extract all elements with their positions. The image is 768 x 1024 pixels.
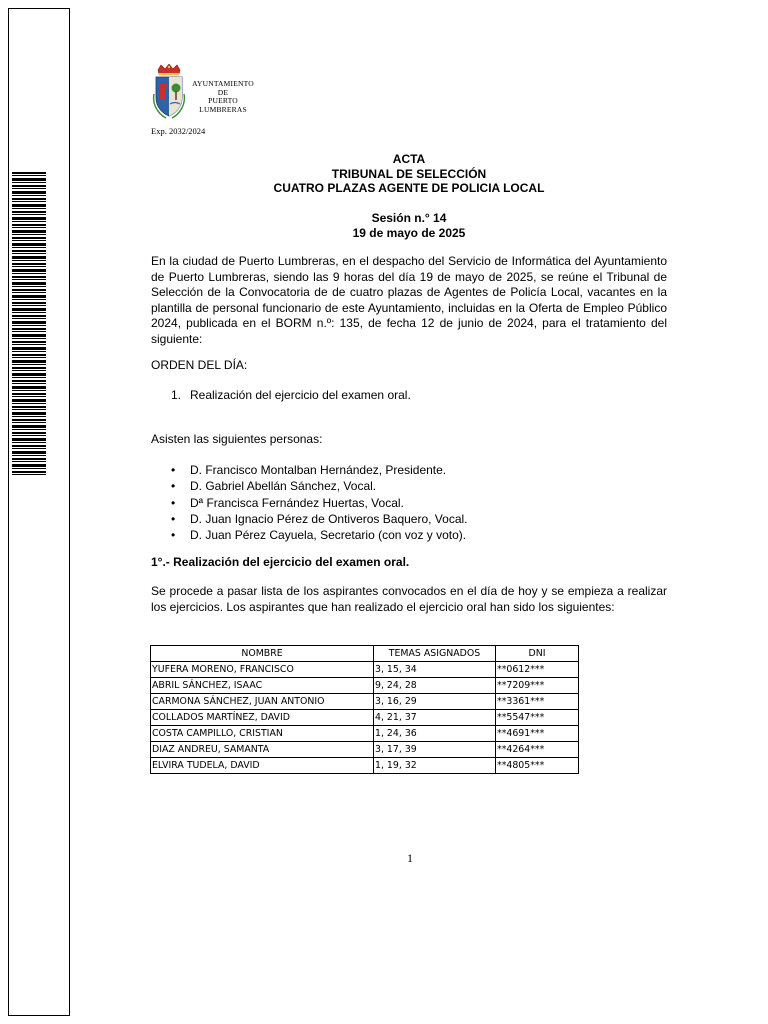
candidate-name: COLLADOS MARTÍNEZ, DAVID: [151, 710, 374, 726]
candidate-dni: **4691***: [496, 726, 579, 742]
candidate-topics: 1, 19, 32: [374, 758, 496, 774]
column-header-name: NOMBRE: [151, 646, 374, 662]
heading-subject: CUATRO PLAZAS AGENTE DE POLICIA LOCAL: [273, 181, 545, 195]
table-row: [151, 726, 579, 742]
coat-of-arms-icon: [152, 64, 186, 120]
candidate-topics: 3, 15, 34: [374, 662, 496, 678]
candidate-topics: 3, 16, 29: [374, 694, 496, 710]
candidate-name: DIAZ ANDREU, SAMANTA: [151, 742, 374, 758]
candidate-topics: 3, 17, 39: [374, 742, 496, 758]
table-row: [151, 694, 579, 710]
table-row: [151, 758, 579, 774]
session-number: Sesión n.° 14: [371, 211, 447, 225]
candidate-dni: **5547***: [496, 710, 579, 726]
candidate-name: COSTA CAMPILLO, CRISTIAN: [151, 726, 374, 742]
column-header-topics: TEMAS ASIGNADOS: [374, 646, 496, 662]
candidate-topics: 9, 24, 28: [374, 678, 496, 694]
file-reference: Exp. 2032/2024: [151, 126, 206, 136]
agenda-item: [171, 388, 411, 402]
column-header-dni: DNI: [496, 646, 579, 662]
table-row: [151, 662, 579, 678]
candidates-table: [150, 645, 579, 774]
section-paragraph: Se procede a pasar lista de los aspirantes convocados en el día de hoy y se empieza a realizar los ejercicios. Los aspirantes que han realizado el ejercicio oral han sido los siguientes:: [151, 584, 667, 614]
heading-title: ACTA: [392, 152, 426, 166]
candidate-dni: **0612***: [496, 662, 579, 678]
table-header-row: [151, 646, 579, 662]
table-row: [151, 710, 579, 726]
side-margin-strip: [8, 8, 70, 1016]
heading-subtitle: TRIBUNAL DE SELECCIÓN: [331, 166, 487, 181]
attendee-item: • D. Francisco Montalban Hernández, Presidente.: [171, 462, 468, 478]
attendees-list: [171, 462, 468, 543]
attendee-item: • D. Gabriel Abellán Sánchez, Vocal.: [171, 478, 468, 494]
table-row: [151, 678, 579, 694]
candidate-topics: 4, 21, 37: [374, 710, 496, 726]
candidate-topics: 1, 24, 36: [374, 726, 496, 742]
candidate-name: CARMONA SÁNCHEZ, JUAN ANTONIO: [151, 694, 374, 710]
agenda-title: ORDEN DEL DÍA:: [151, 358, 248, 372]
candidate-name: YUFERA MORENO, FRANCISCO: [151, 662, 374, 678]
attendees-intro: Asisten las siguientes personas:: [151, 432, 323, 446]
session-info: [151, 211, 667, 241]
barcode: [12, 172, 46, 476]
candidate-name: ABRIL SÁNCHEZ, ISAAC: [151, 678, 374, 694]
candidate-dni: **4805***: [496, 758, 579, 774]
agenda-item-number: 1.: [171, 388, 182, 402]
attendee-item: • D. Juan Ignacio Pérez de Ontiveros Baquero, Vocal.: [171, 511, 468, 527]
section-title: 1°.- Realización del ejercicio del examen oral.: [151, 555, 410, 569]
page-number: 1: [407, 851, 413, 865]
candidate-dni: **4264***: [496, 742, 579, 758]
agenda-item-text: Realización del ejercicio del examen oral.: [190, 388, 411, 402]
session-date: 19 de mayo de 2025: [352, 226, 466, 240]
municipal-logo: [152, 64, 262, 122]
attendee-item: • Dª Francisca Fernández Huertas, Vocal.: [171, 495, 468, 511]
candidate-dni: **3361***: [496, 694, 579, 710]
candidate-dni: **7209***: [496, 678, 579, 694]
table-row: [151, 742, 579, 758]
logo-caption: AYUNTAMIENTO DE PUERTO LUMBRERAS: [192, 79, 254, 114]
document-heading: [151, 152, 667, 196]
attendee-item: • D. Juan Pérez Cayuela, Secretario (con voz y voto).: [171, 527, 468, 543]
candidate-name: ELVIRA TUDELA, DAVID: [151, 758, 374, 774]
intro-paragraph: En la ciudad de Puerto Lumbreras, en el despacho del Servicio de Informática del Ayuntamiento de Puerto Lumbreras, siendo las 9 horas del día 19 de mayo de 2025, se reúne el Tribunal de Selección de la Convocatoria de de cuatro plazas de Agentes de Policía Local, vacantes en la plantilla de personal funcionario de este Ayuntamiento, incluidas en la Oferta de Empleo Público 2024, publicada en el BORM n.º: 135, de fecha 12 de junio de 2024, para el tratamiento del siguiente:: [151, 254, 667, 346]
